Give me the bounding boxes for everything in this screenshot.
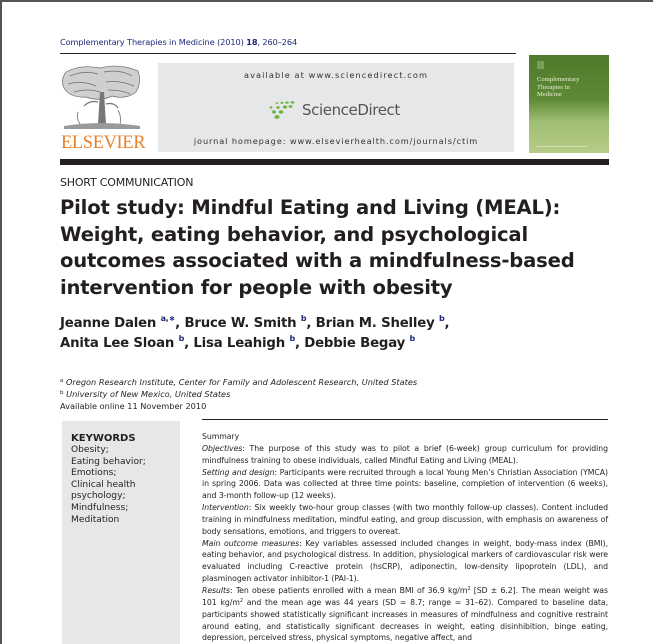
summary-main-outcome-measures: Main outcome measures: Key variables assessed included changes in weight, body-mass index (BMI), eating behavior, and psychological distress. In addition, physiological markers of cardiovascular risk were evaluated including C-reactive protein (hsCRP), adiponectin, low-density lipoprotein (LDL), and plasminogen activator inhibitor-1 (PAI-1). [202,538,608,584]
journal-cover-thumbnail[interactable] [529,55,609,153]
abstract-summary [202,431,608,644]
elsevier-wordmark: ELSEVIER [61,133,146,153]
affiliation-a: $^a$ Oregon Research Institute, Center for Family and Adolescent Research, United States [60,377,418,387]
top-divider [60,53,516,54]
keyword[interactable]: Clinical health [71,479,136,490]
keyword[interactable]: Mindfulness; [71,502,129,513]
journal-homepage-link[interactable]: journal homepage: www.elsevierhealth.com/journals/ctim [193,136,479,146]
summary-intervention: Intervention: Six weekly two-hour group classes (with two monthly follow-up classes). Content included training in mindfulness meditation, mindful eating, and group discussion, with emphasis on awareness of body sensations, emotions, and triggers to overeat. [202,503,608,536]
journal-volume: 18 [246,37,258,47]
author-list: Jeanne Dalen $^{a,∗}$, Bruce W. Smith $^b$, Brian M. Shelley $^b$, Anita Lee Sloan $^b$, Lisa Leahigh $^b$, Debbie Begay $^b$ [60,314,450,351]
author[interactable]: Jeanne Dalen $^{a,∗}$ [60,314,176,331]
sciencedirect-dots-icon [268,101,298,119]
summary-results: Results: Ten obese patients enrolled with a mean BMI of 36.9 $kg/m^2$ [SD ± 6.2]. The mean weight was 101 $kg/m^2$ and the mean age was 44 years (SD = 8.7; range = 31–62). Compared to baseline data, participants showed statistically significant increases in measures of mindfulness and cognitive restraint around eating, and statistically significant decreases in weight, eating disinhibition, binge eating, depression, perceived stress, physical symptoms, negative affect, and [202,585,608,643]
cover-publisher-icon [537,61,544,69]
author-affiliation-mark[interactable]: b [178,333,185,343]
journal-pages: , 260–264 [257,37,298,47]
keyword[interactable]: Emotions; [71,468,117,479]
keyword[interactable]: Meditation [71,514,120,525]
summary-setting-design: Setting and design: Participants were recruited through a local Young Men’s Christian Association (YMCA) in spring 2006. Data was collected at three time points: baseline, completion of intervention (6 weeks), and 3-month follow-up (12 weeks). [202,467,608,501]
article-type-label: SHORT COMMUNICATION [60,176,194,189]
sciencedirect-logo[interactable] [268,99,400,121]
author-affiliation-mark[interactable]: b [289,333,295,343]
summary-divider [202,419,608,420]
keyword[interactable]: psychology; [71,491,126,502]
keywords-box [62,421,180,644]
keyword[interactable]: Obesity; [71,445,109,455]
cover-footer-line [537,146,587,148]
sciencedirect-banner[interactable] [158,63,514,152]
affiliations [60,376,417,412]
author-affiliation-mark[interactable]: a,∗ [160,314,176,323]
author-affiliation-mark[interactable]: b [439,314,445,323]
keywords-heading: KEYWORDS [71,433,136,444]
author[interactable]: Bruce W. Smith $^b$ [184,314,307,331]
author[interactable]: Anita Lee Sloan $^b$ [60,333,185,351]
author-affiliation-mark[interactable]: b [300,314,307,323]
available-at-link[interactable]: available at www.sciencedirect.com [243,70,429,80]
available-online-date: Available online 11 November 2010 [60,401,207,411]
cover-title: Complementary Therapies in Medicine [537,76,580,99]
summary-heading: Summary [202,432,240,441]
author-affiliation-mark[interactable]: b [409,333,416,343]
affiliation-b: $^b$ University of New Mexico, United States [60,389,231,399]
elsevier-tree-icon [60,62,144,132]
sciencedirect-wordmark: ScienceDirect [302,101,400,119]
summary-objectives: Objectives: The purpose of this study was to pilot a brief (6-week) group curriculum for providing mindfulness training to obese individuals, called Mindful Eating and Living (MEAL). [202,443,608,465]
keyword[interactable]: Eating behavior; [71,456,146,467]
journal-citation[interactable] [60,37,297,47]
header-thick-divider [60,159,609,165]
elsevier-logo [60,62,144,154]
article-title: Pilot study: Mindful Eating and Living (MEAL): Weight, eating behavior, and psychological outcomes associated with a mindfulness-based intervention for people with obesity [60,196,575,299]
author[interactable]: Debbie Begay $^b$ [304,333,416,351]
journal-citation-prefix: Complementary Therapies in Medicine (2010) [60,37,247,47]
author[interactable]: Brian M. Shelley $^b$ [315,314,445,331]
author[interactable]: Lisa Leahigh $^b$ [193,333,295,351]
